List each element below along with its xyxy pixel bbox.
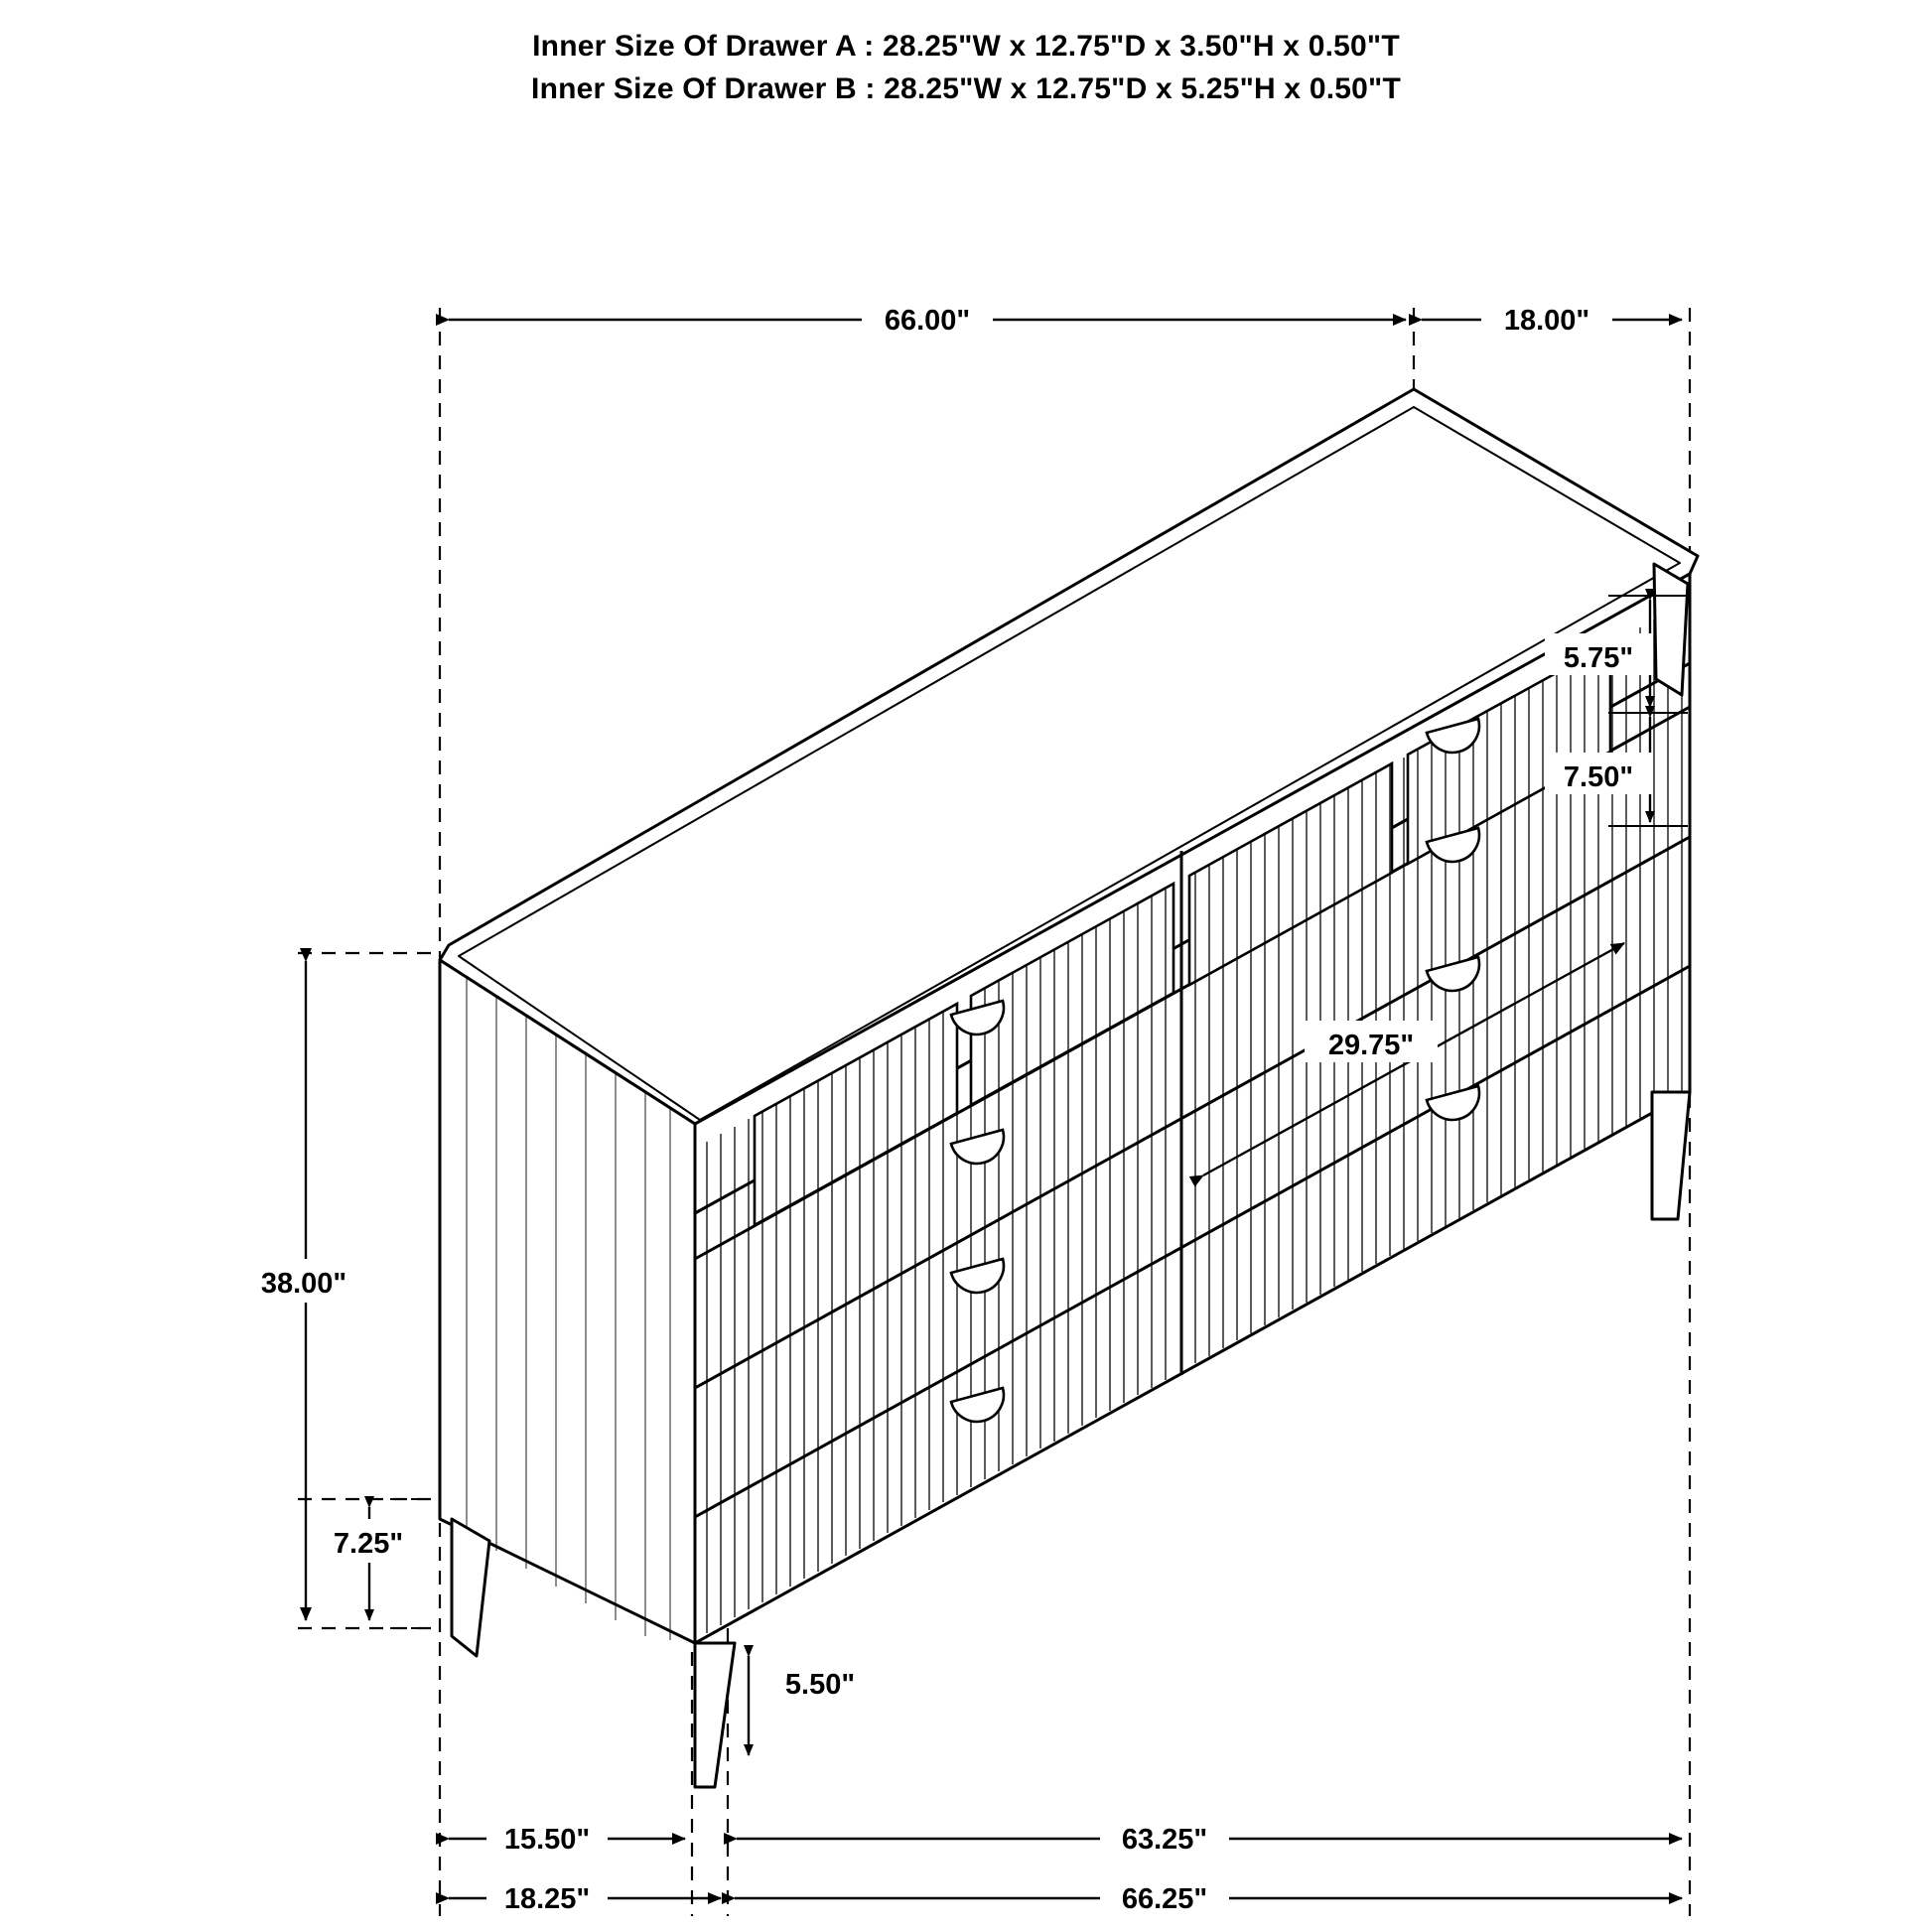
label-drawer-lower-height: 7.50" (1563, 761, 1634, 793)
label-base-left: 15.50" (503, 1824, 591, 1856)
label-top-depth: 18.00" (1503, 305, 1590, 337)
label-leg-bottom: 5.50" (784, 1669, 856, 1701)
leg-front-right (1652, 1092, 1690, 1219)
note-drawer-b: Inner Size Of Drawer B : 28.25"W x 12.75"D x 5.25"H x 0.50"T (531, 71, 1401, 105)
label-footprint-right: 66.25" (1121, 1883, 1208, 1915)
leg-front-left (695, 1643, 735, 1787)
label-top-width: 66.00" (884, 305, 971, 337)
label-drawer-front-width: 29.75" (1327, 1030, 1415, 1061)
leg-rear-right (1654, 564, 1688, 695)
label-base-right: 63.25" (1121, 1824, 1208, 1856)
leg-rear-left (452, 1519, 489, 1656)
label-drawer-top-height: 5.75" (1563, 642, 1634, 674)
label-footprint-left: 18.25" (503, 1883, 591, 1915)
label-overall-height: 38.00" (260, 1268, 347, 1300)
label-leg-height: 7.25" (333, 1528, 404, 1560)
note-drawer-a: Inner Size Of Drawer A : 28.25"W x 12.75"D x 3.50"H x 0.50"T (532, 30, 1400, 63)
